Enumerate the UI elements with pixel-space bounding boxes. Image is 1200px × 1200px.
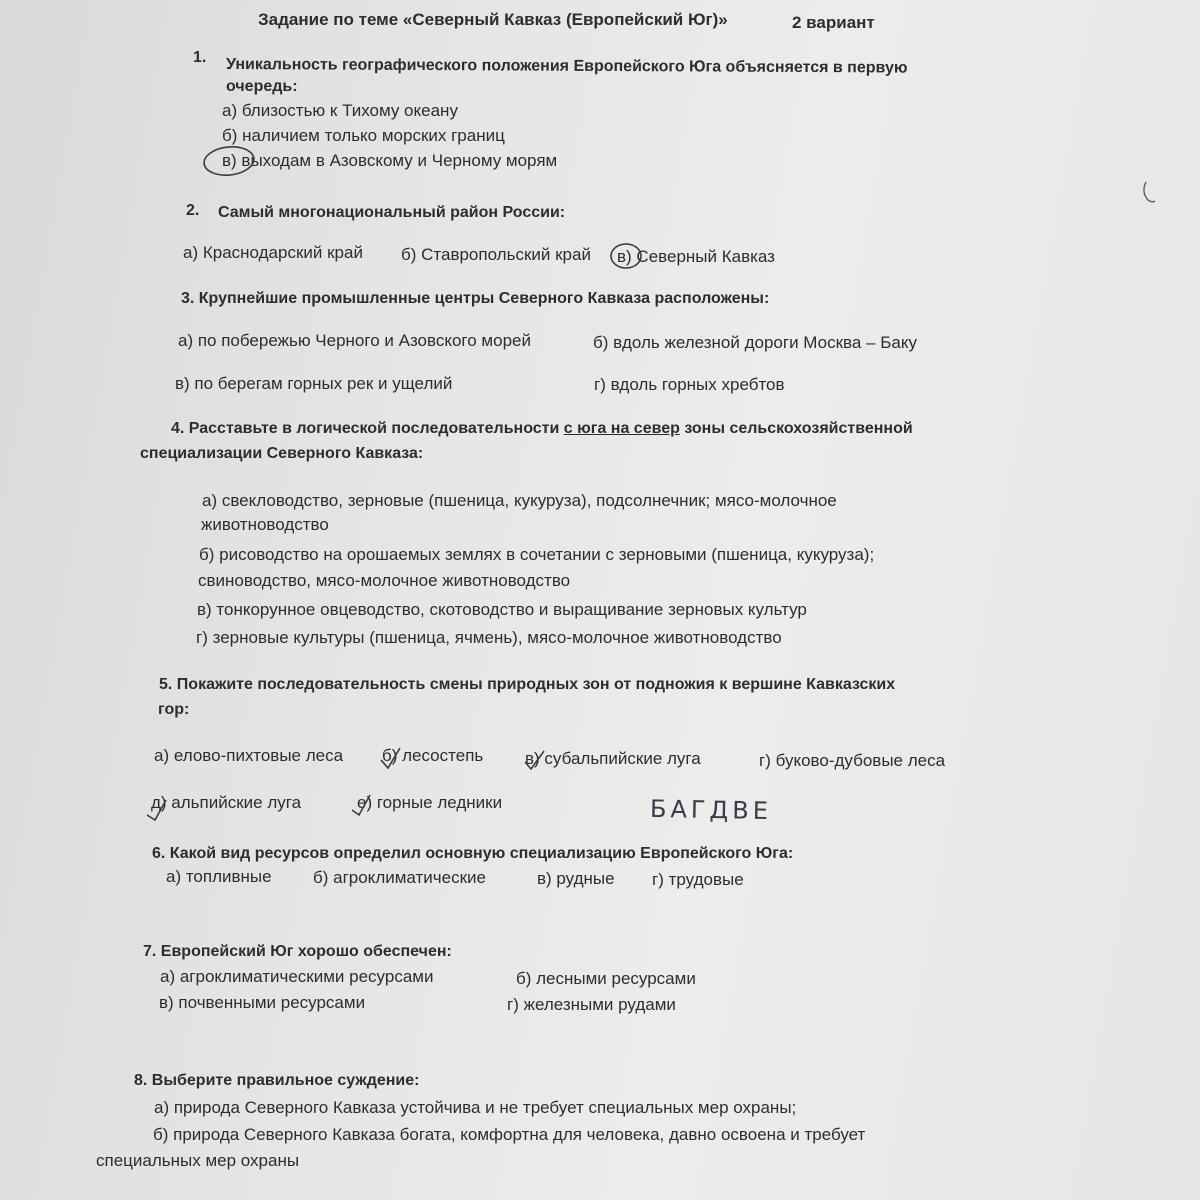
q4-option-d: г) зерновые культуры (пшеница, ячмень), мясо-молочное животноводство bbox=[196, 628, 782, 647]
q4-option-c: в) тонкорунное овцеводство, скотоводство и выращивание зерновых культур bbox=[197, 600, 807, 619]
page-title: Задание по теме «Северный Кавказ (Европейский Юг)» bbox=[258, 10, 728, 29]
q4-question-part1: 4. Расставьте в логической последовательности bbox=[171, 420, 564, 437]
q1-option-b: б) наличием только морских границ bbox=[222, 126, 505, 145]
q4-option-b-line2: свиноводство, мясо-молочное животноводство bbox=[198, 571, 571, 590]
q4-question-part2: зоны сельскохозяйственной bbox=[679, 420, 913, 437]
q7-option-b: б) лесными ресурсами bbox=[516, 969, 696, 988]
q3-option-c: в) по берегам горных рек и ущелий bbox=[175, 374, 453, 393]
q6-option-c: в) рудные bbox=[537, 869, 615, 888]
q4-question-line1 bbox=[171, 418, 913, 440]
q7-option-c: в) почвенными ресурсами bbox=[159, 993, 366, 1012]
q5-option-f: е) горные ледники bbox=[357, 793, 503, 812]
q3-question: 3. Крупнейшие промышленные центры Северного Кавказа расположены: bbox=[181, 290, 770, 307]
q3-option-b: б) вдоль железной дороги Москва – Баку bbox=[593, 333, 917, 352]
q5-question-line2: гор: bbox=[158, 701, 190, 718]
q2-number: 2. bbox=[186, 202, 200, 219]
q5-option-d: г) буково-дубовые леса bbox=[759, 751, 946, 770]
q7-option-d: г) железными рудами bbox=[507, 995, 676, 1014]
q2-option-c: в) Северный Кавказ bbox=[617, 247, 775, 266]
variant-label: 2 вариант bbox=[792, 13, 875, 32]
q2-option-b: б) Ставропольский край bbox=[401, 245, 591, 264]
q8-option-a: а) природа Северного Кавказа устойчива и не требует специальных мер охраны; bbox=[154, 1098, 797, 1117]
q8-option-b-line2: специальных мер охраны bbox=[96, 1151, 300, 1170]
q6-option-b: б) агроклиматические bbox=[313, 868, 486, 887]
q7-question: 7. Европейский Юг хорошо обеспечен: bbox=[143, 943, 452, 960]
q5-option-b: б) лесостепь bbox=[382, 746, 484, 765]
q6-option-a: а) топливные bbox=[166, 867, 272, 886]
q4-direction-underlined: с юга на север bbox=[563, 420, 680, 437]
q5-handwritten-answer: БАГДВЕ bbox=[649, 794, 773, 826]
q1-number: 1. bbox=[193, 49, 207, 66]
q2-question: Самый многонациональный район России: bbox=[218, 204, 566, 221]
q8-question: 8. Выберите правильное суждение: bbox=[134, 1072, 420, 1089]
q1-question-line2: очередь: bbox=[226, 78, 298, 95]
q4-option-a-line2: животноводство bbox=[201, 515, 329, 534]
q4-option-b-line1: б) рисоводство на орошаемых землях в сочетании с зерновыми (пшеница, кукуруза); bbox=[199, 545, 875, 564]
q1-option-a: а) близостью к Тихому океану bbox=[222, 101, 458, 120]
q1-question-line1: Уникальность географического положения Европейского Юга объясняется в первую bbox=[225, 56, 908, 77]
q3-option-a: а) по побережью Черного и Азовского морей bbox=[178, 331, 531, 350]
q4-question-line2: специализации Северного Кавказа: bbox=[140, 445, 424, 462]
q6-question: 6. Какой вид ресурсов определил основную специализацию Европейского Юга: bbox=[152, 845, 794, 862]
q5-option-c: в) субальпийские луга bbox=[525, 749, 701, 768]
q4-option-a-line1: а) свекловодство, зерновые (пшеница, кукуруза), подсолнечник; мясо-молочное bbox=[202, 491, 837, 510]
q7-option-a: а) агроклиматическими ресурсами bbox=[160, 967, 434, 986]
q5-option-e: д) альпийские луга bbox=[151, 793, 302, 812]
q1-option-c: в) выходам в Азовскому и Черному морям bbox=[222, 151, 558, 170]
q2-option-a: а) Краснодарский край bbox=[183, 243, 363, 262]
q5-question-line1: 5. Покажите последовательность смены природных зон от подножия к вершине Кавказских bbox=[159, 676, 896, 693]
q6-option-d: г) трудовые bbox=[652, 870, 744, 889]
q5-option-a: а) елово-пихтовые леса bbox=[154, 746, 344, 765]
q3-option-d: г) вдоль горных хребтов bbox=[594, 375, 785, 394]
q8-option-b-line1: б) природа Северного Кавказа богата, комфортна для человека, давно освоена и требует bbox=[153, 1125, 866, 1144]
